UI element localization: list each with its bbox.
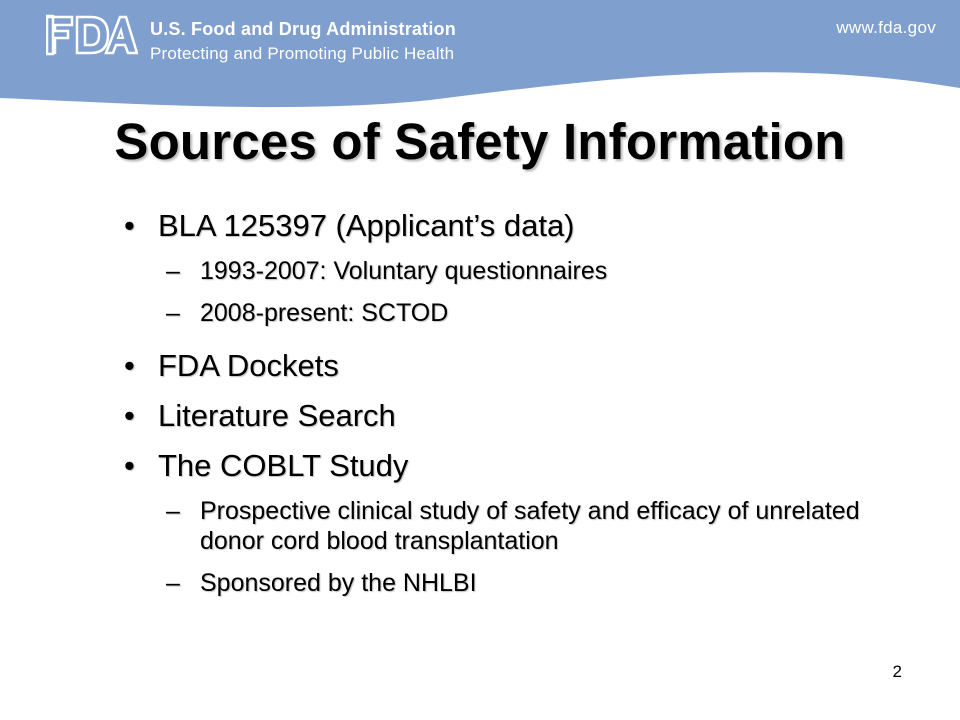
sub-bullet-item bbox=[118, 568, 898, 598]
sub-bullet-item bbox=[118, 496, 898, 556]
bullet-item bbox=[118, 208, 898, 244]
slide-title: Sources of Safety Information bbox=[114, 113, 846, 170]
sub-bullet-text: 1993-2007: Voluntary questionnaires bbox=[200, 257, 608, 285]
agency-tagline: Protecting and Promoting Public Health bbox=[150, 44, 455, 63]
website-link[interactable]: www.fda.gov bbox=[836, 18, 936, 37]
fda-logo bbox=[46, 14, 138, 56]
bullet-text: The COBLT Study bbox=[158, 448, 409, 483]
sub-bullet-text: Prospective clinical study of safety and efficacy of unrelated donor cord blood transplantation bbox=[200, 497, 860, 555]
agency-name: U.S. Food and Drug Administration bbox=[150, 19, 456, 39]
bullet-item bbox=[118, 398, 898, 434]
sub-bullet-item bbox=[118, 256, 898, 286]
bullet-text: FDA Dockets bbox=[158, 348, 339, 383]
sub-bullet-text: 2008-present: SCTOD bbox=[200, 299, 449, 327]
sub-bullet-item bbox=[118, 298, 898, 328]
bullet-text: BLA 125397 (Applicant’s data) bbox=[158, 208, 575, 243]
header-banner bbox=[0, 0, 960, 110]
dash-marker: – bbox=[166, 257, 180, 285]
dash-marker: – bbox=[166, 497, 180, 525]
bullet-marker: • bbox=[124, 348, 135, 383]
sub-bullet-text: Sponsored by the NHLBI bbox=[200, 569, 477, 597]
dash-marker: – bbox=[166, 569, 180, 597]
bullet-item bbox=[118, 448, 898, 484]
bullet-list bbox=[118, 208, 898, 598]
bullet-marker: • bbox=[124, 448, 135, 483]
page-number: 2 bbox=[892, 662, 902, 681]
bullet-text: Literature Search bbox=[158, 398, 396, 433]
bullet-marker: • bbox=[124, 208, 135, 243]
bullet-item bbox=[118, 348, 898, 384]
agency-block bbox=[150, 19, 456, 64]
dash-marker: – bbox=[166, 299, 180, 327]
bullet-marker: • bbox=[124, 398, 135, 433]
